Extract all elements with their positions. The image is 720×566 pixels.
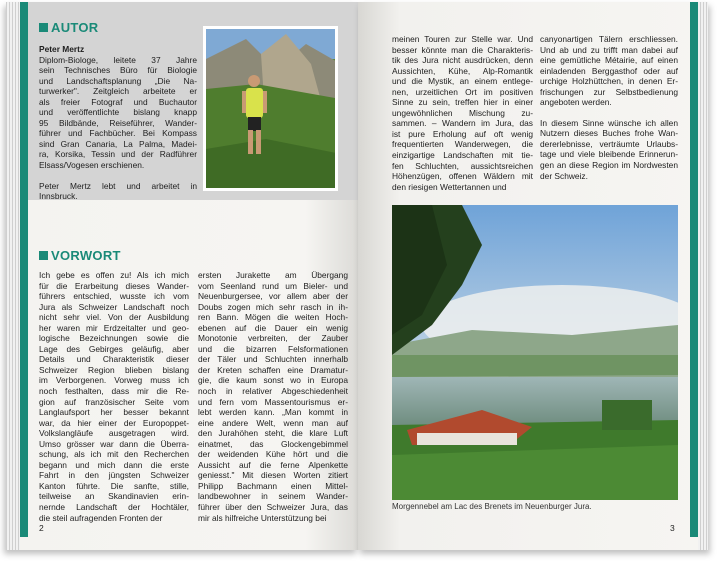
text-line: Volkslangläufe ausgetragen wird. <box>39 428 189 439</box>
heading-square-icon <box>39 251 48 260</box>
author-bio <box>39 44 197 202</box>
text-line: und die bizarren Felsformationen <box>198 343 348 354</box>
text-line: her waren mir Erdzeitalter und geo- <box>39 322 189 333</box>
text-line: lebt werden kann. „Man kommt in <box>198 407 348 418</box>
text-line: Philipp Bachmann einen Mittel- <box>198 480 348 491</box>
text-line: vom Seenland rund um Bieler- und <box>198 280 348 291</box>
text-line: turwerker". Zeitgleich arbeitete er <box>39 86 197 97</box>
text-line: teilweise an Skandinavien erin- <box>39 491 189 502</box>
text-line: Aussichten, Kühe, Alp-Romantik <box>392 65 533 76</box>
text-line: Fahrt in den jüngsten Schweizer <box>39 470 189 481</box>
text-line: Elsass/Vogesen erschienen. <box>39 160 145 171</box>
text-line: sind Gran Canaria, La Palma, Madei- <box>39 138 197 149</box>
text-line: führer über den Schweizer Jura, das <box>198 502 348 513</box>
text-line: Kanton führte. Die sanfte, stille, <box>39 480 189 491</box>
text-line: führers entschied, wusste ich vom <box>39 291 189 302</box>
right-column-1 <box>392 34 533 192</box>
page-edges-left <box>6 2 20 550</box>
text-line: Details und Charakteristik dieser <box>39 354 189 365</box>
text-line: meinen Touren zur Stelle war. Und <box>392 34 533 44</box>
text-line: ren Bann. Mögen die weiten Hoch- <box>198 312 348 323</box>
text-line: Lage des Gebirges geläufig, aber <box>39 343 189 354</box>
open-book <box>6 2 716 552</box>
text-line: noch in relativer Abgeschiedenheit <box>198 386 348 397</box>
text-line: war, da hier einer der Europoppet- <box>39 417 189 428</box>
photo-caption: Morgennebel am Lac des Brenets im Neuenburger Jura. <box>392 502 592 511</box>
accent-stripe-right <box>690 2 698 537</box>
text-line: und die Mystik, an einem entlege- <box>392 76 533 87</box>
text-line: frequentierten Wanderwegen, die <box>392 139 533 150</box>
page-edges-right <box>698 2 708 550</box>
foreword-heading: VORWORT <box>39 248 121 263</box>
text-line: Langlaufsport her besser bekannt <box>39 407 189 418</box>
text-line: 95 Bildbände, Reiseführer, Wander- <box>39 117 197 128</box>
author-box <box>28 2 358 200</box>
text-line: führer und Fachbücher. Bei Kompass <box>39 128 197 139</box>
text-line: canyonartigen Tälern erschliessen. <box>540 34 678 44</box>
author-residence <box>39 181 197 202</box>
author-photo-image <box>206 29 338 191</box>
text-line: der weidenden Kühe hört und die <box>198 449 348 460</box>
author-heading: AUTOR <box>39 20 98 35</box>
text-line: und fern vom Massentourismus er- <box>198 396 348 407</box>
text-line: der Täler und Schluchten innerhalb <box>198 354 348 365</box>
left-page <box>6 2 358 550</box>
text-line: Monotonie verbreiten, der Zauber <box>198 333 348 344</box>
text-line: In diesem Sinne wünsche ich allen <box>540 117 678 128</box>
text-line: eine gemütliche Métairie, auf einen <box>540 55 678 66</box>
text-line: besser könnte man die Charakteris- <box>392 44 533 55</box>
foreword-column-1 <box>39 270 189 523</box>
text-line: die steil aufragenden Fronten der <box>39 512 163 523</box>
text-line: Neuenburgersee, vor allem aber der <box>198 291 348 302</box>
text-line: gie, die kaum sonst wo in Europa <box>198 375 348 386</box>
text-line: Höhenzügen, offenen Wäldern mit <box>392 171 533 182</box>
right-column-2-para-2 <box>540 118 678 181</box>
text-line: ist pure Erholung auf oft wenig <box>392 128 533 139</box>
text-line: sammen. – Wandern im Jura, das <box>392 118 533 129</box>
right-page <box>358 2 708 550</box>
text-line: noch festhalten, dass mir die Re- <box>39 386 189 397</box>
text-line: ersten Jurakette am Übergang <box>198 270 348 280</box>
text-line: Peter Mertz lebt und arbeitet in <box>39 180 197 191</box>
text-line: mir als hilfreiche Unterstützung bei <box>198 512 327 523</box>
text-line: der Schweiz. <box>540 170 588 181</box>
text-line: und veröffentlichte bislang knapp <box>39 107 197 118</box>
text-line: Sinne zu sein, treffen hier in einer <box>392 97 533 108</box>
text-line: gen an diese Region im Nordwesten <box>540 160 678 171</box>
text-line: dererlebnisse, verträumte Urlaubs- <box>540 138 678 149</box>
text-line: Und ab und zu trifft man dabei auf <box>540 44 678 55</box>
text-line: Aussicht auf die ferne Alpenkette <box>198 459 348 470</box>
text-line: den riesigen Wettertannen und <box>392 181 507 192</box>
page-number-right: 3 <box>670 523 675 533</box>
text-line: gion auf französischer Seite vom <box>39 396 189 407</box>
author-name: Peter Mertz <box>39 44 85 54</box>
text-line: für die Erarbeitung dieses Wander- <box>39 280 189 291</box>
text-line: der Kreten schaffen eine Dramatur- <box>198 364 348 375</box>
text-line: Jura als Schweizer Landschaft noch <box>39 301 189 312</box>
text-line: fen Schluchten, aussichtsreichen <box>392 160 533 171</box>
text-line: schung, als ich mit den Recherchen <box>39 449 189 460</box>
text-line: und Landschaftsplanung „Die Na- <box>39 75 197 86</box>
text-line: einatmet, das Glockengebimmel <box>198 438 348 449</box>
text-line: Ich gebe es offen zu! Als ich mich <box>39 270 189 280</box>
lake-photo <box>392 205 678 500</box>
text-line: ra, Korsika, Tessin und der Radführer <box>39 149 197 160</box>
text-line: tage und viele bleibende Erinnerun- <box>540 149 678 160</box>
text-line: einladenden Berggasthof oder auf <box>540 65 678 76</box>
foreword-column-2 <box>198 270 348 523</box>
text-line: geniesst." Mit diesen Worten zitiert <box>198 470 348 481</box>
text-line: Innsbruck. <box>39 191 78 202</box>
text-line: landbewohner in seinem Wander- <box>198 491 348 502</box>
text-line: einzigartige Landschaften mit tie- <box>392 150 533 161</box>
page-number-left: 2 <box>39 523 44 533</box>
right-column-2-para-1 <box>540 34 678 108</box>
author-photo <box>203 26 338 191</box>
text-line: als freier Fotograf und Buchautor <box>39 96 197 107</box>
text-line: ungewöhnlichen Mischung zu- <box>392 107 533 118</box>
text-line: nicht sehr viel. Von der Ausbildung <box>39 312 189 323</box>
text-line: im Verborgenen. Vorweg muss ich <box>39 375 189 386</box>
text-line: angeboten werden. <box>540 97 612 108</box>
lake-photo-image <box>392 205 678 500</box>
text-line: nen, urzeitlichen Ort im positiven <box>392 86 533 97</box>
text-line: eine andere Welt, wenn man auf <box>198 417 348 428</box>
text-line: Diplom-Biologe, leitete 37 Jahre <box>39 54 197 65</box>
accent-stripe-left <box>20 2 28 537</box>
text-line: nernde Landschaft der Hochtäler, <box>39 502 189 513</box>
text-line: tik des Jura nicht ausdrücken, denn <box>392 55 533 66</box>
text-line: den Jurahöhen steht, die klare Luft <box>198 428 348 439</box>
text-line: Nutzern dieses Buches frohe Wan- <box>540 128 678 139</box>
text-line: sein Technisches Büro für Biologie <box>39 65 197 76</box>
text-line: ebenen auf die Dauer ein wenig <box>198 322 348 333</box>
heading-square-icon <box>39 23 48 32</box>
text-line: Doubs zogen mich sehr rasch in ih- <box>198 301 348 312</box>
text-line: Umso grösser war dann die Überra- <box>39 438 189 449</box>
text-line: frischungen zur Selbstbedienung <box>540 86 678 97</box>
text-line: Schweizer Region blieben bislang <box>39 364 189 375</box>
text-line: begann und mich dann die erste <box>39 459 189 470</box>
right-column-2 <box>540 34 678 181</box>
text-line: urchige Holzhüttchen, in denen Er- <box>540 76 678 87</box>
text-line: logische Bezeichnungen sowie die <box>39 333 189 344</box>
author-bio-lines <box>39 55 197 171</box>
